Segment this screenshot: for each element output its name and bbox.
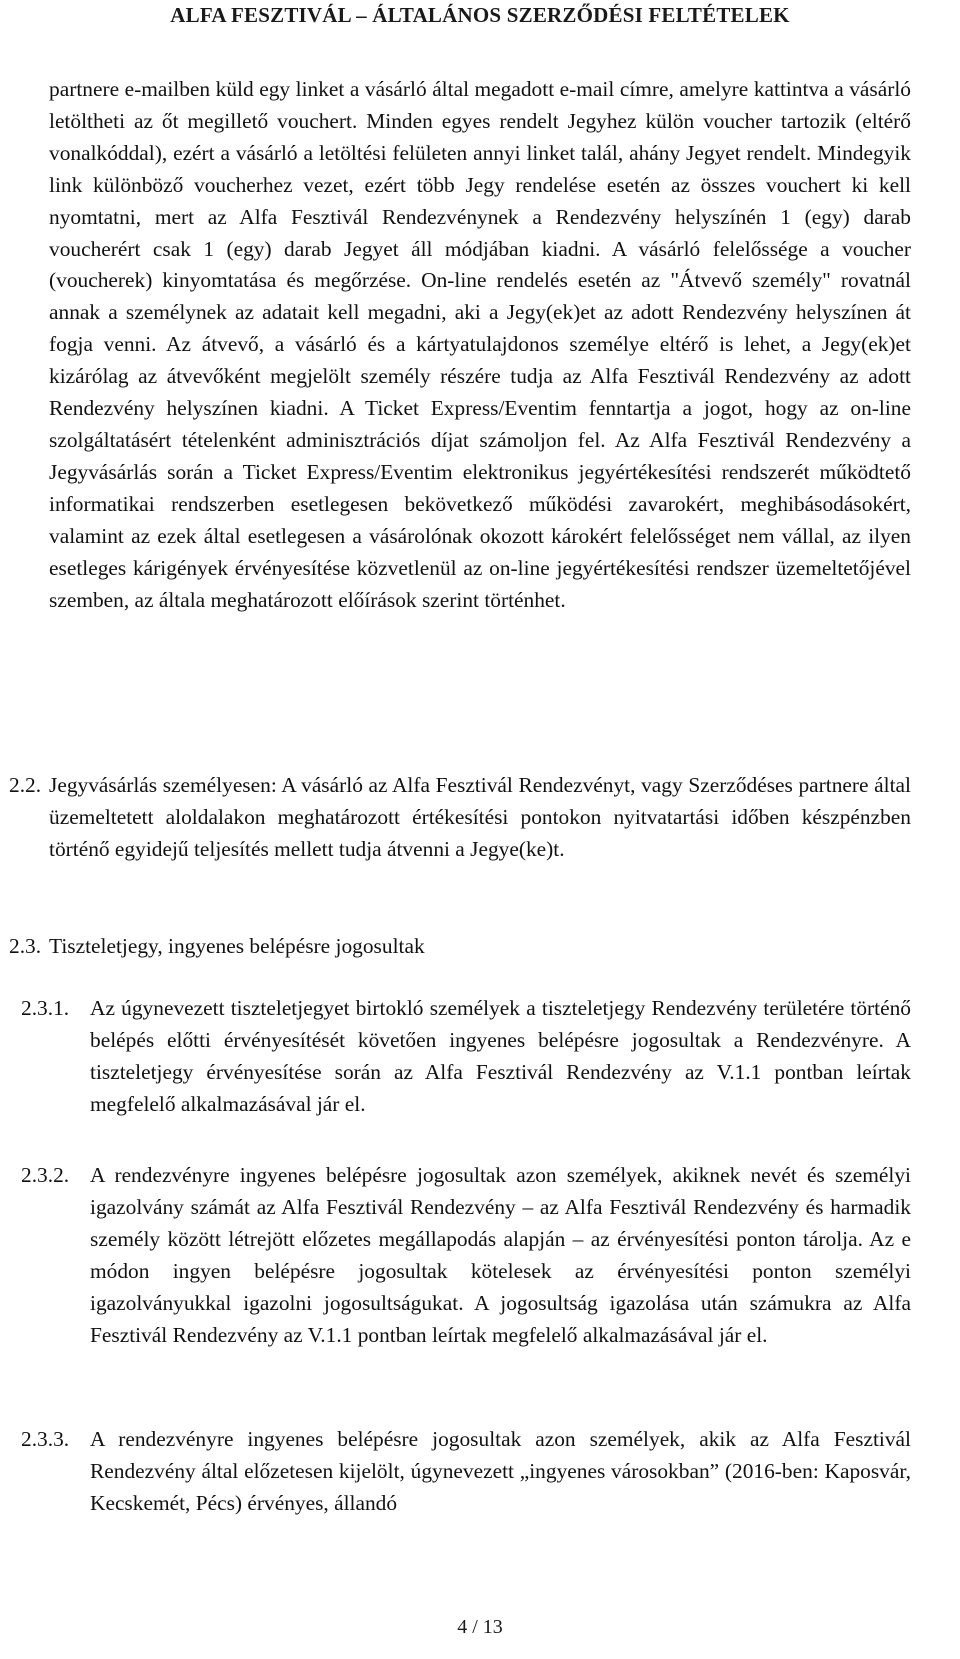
section-text: Jegyvásárlás személyesen: A vásárló az Alfa Fesztivál Rendezvényt, vagy Szerződéses partnere által üzemeltetett aloldalakon meghatározott értékesítési pontokon nyitvatartási időben készpénzben történő egyidejű teljesítés mellett tudja átvenni a Jegye(ke)t.: [49, 773, 911, 861]
section-text: A rendezvényre ingyenes belépésre jogosultak azon személyek, akik az Alfa Fesztivál Rendezvény által előzetesen kijelölt, úgynevezett „ingyenes városokban” (2016-ben: Kaposvár, Kecskemét, Pécs) érvényes, állandó: [90, 1427, 911, 1515]
section-number: 2.3.: [9, 934, 42, 958]
section-heading-text: Tiszteletjegy, ingyenes belépésre jogosultak: [49, 934, 425, 958]
intro-paragraph: partnere e-mailben küld egy linket a vásárló által megadott e-mail címre, amelyre kattintva a vásárló letöltheti az őt megillető vouchert. Minden egyes rendelt Jegyhez külön voucher tartozik (eltérő vonalkóddal), ezért a vásárló a letöltési felületen annyi linket talál, ahány Jegyet rendelt. Mindegyik link különböző voucherhez vezet, ezért több Jegy rendelése esetén az összes vouchert ki kell nyomtatni, mert az Alfa Fesztivál Rendezvénynek a Rendezvény helyszínén 1 (egy) darab voucherért csak 1 (egy) darab Jegyet áll módjában kiadni. A vásárló felelőssége a voucher (voucherek) kinyomtatása és megőrzése. On-line rendelés esetén az "Átvevő személy" rovatnál annak a személynek az adatait kell megadni, aki a Jegy(ek)et az adott Rendezvény helyszínen át fogja venni. Az átvevő, a vásárló és a kártyatulajdonos személye eltérő is lehet, a Jegy(ek)et kizárólag az átvevőként megjelölt személy részére tudja az Alfa Fesztivál Rendezvény az adott Rendezvény helyszínen kiadni. A Ticket Express/Eventim fenntartja a jogot, hogy az on-line szolgáltatásért tételenként adminisztrációs díjat számoljon fel. Az Alfa Fesztivál Rendezvény a Jegyvásárlás során a Ticket Express/Eventim elektronikus jegyértékesítési rendszerét működtető informatikai rendszerben esetlegesen bekövetkező működési zavarokért, meghibásodásokért, valamint az ezek által esetlegesen a vásárolónak okozott károkért felelősséget nem vállal, az ilyen esetleges kárigények érvényesítése közvetlenül az on-line jegyértékesítési rendszer üzemeltetőjével szemben, az általa meghatározott előírások szerint történhet.: [49, 77, 911, 612]
section-number: 2.2.: [9, 773, 42, 797]
section-number: 2.3.3.: [21, 1427, 70, 1451]
section-text: Az úgynevezett tiszteletjegyet birtokló személyek a tiszteletjegy Rendezvény területére történő belépés előtti érvényesítését követően ingyenes belépésre jogosultak a Rendezvényre. A tiszteletjegy érvényesítése során az Alfa Fesztivál Rendezvény az V.1.1 pontban leírtak megfelelő alkalmazásával jár el.: [90, 996, 911, 1116]
page-number: 4 / 13: [457, 1616, 503, 1638]
section-number: 2.3.2.: [21, 1163, 70, 1187]
section-text: A rendezvényre ingyenes belépésre jogosultak azon személyek, akiknek nevét és személyi igazolvány számát az Alfa Fesztivál Rendezvény – az Alfa Fesztivál Rendezvény és harmadik személy között létrejött előzetes megállapodás alapján – az érvényesítési ponton tárolja. Az e módon ingyen belépésre jogosultak kötelesek az érvényesítési ponton személyi igazolványukkal igazolni jogosultságukat. A jogosultság igazolása után számukra az Alfa Fesztivál Rendezvény az V.1.1 pontban leírtak megfelelő alkalmazásával jár el.: [90, 1163, 911, 1347]
section-number: 2.3.1.: [21, 996, 70, 1020]
document-header: ALFA FESZTIVÁL – ÁLTALÁNOS SZERZŐDÉSI FELTÉTELEK: [170, 3, 790, 27]
